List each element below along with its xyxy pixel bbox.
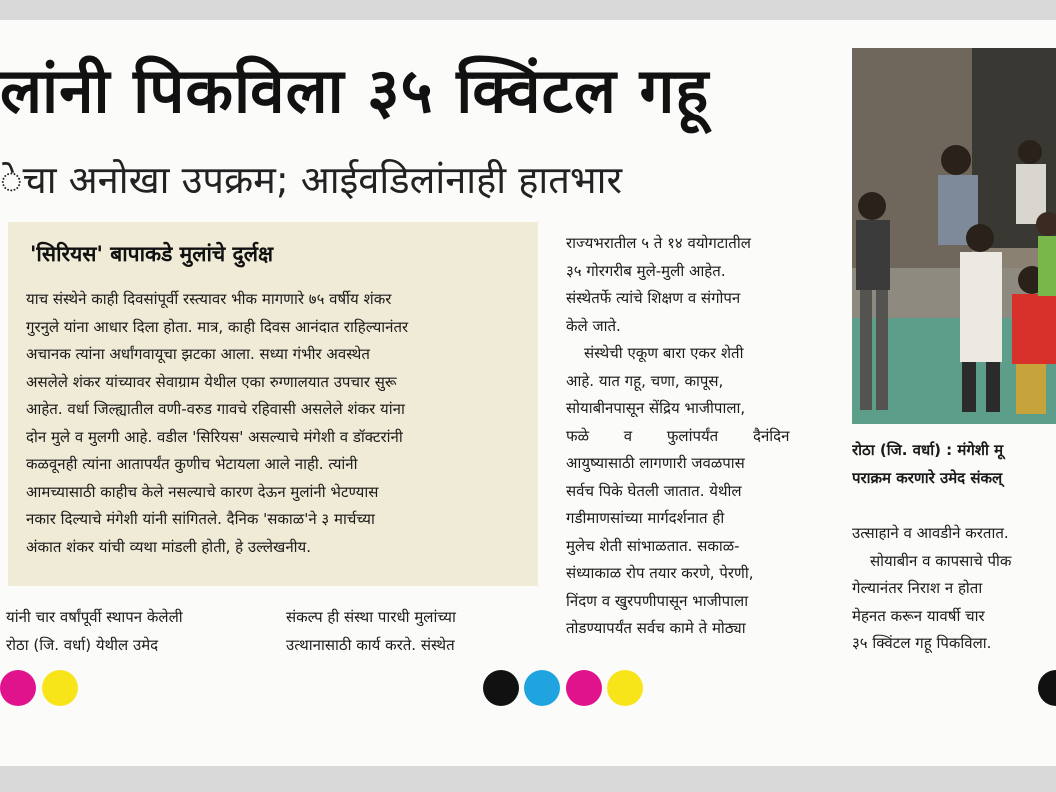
text-line: निंदण व खुरपणीपासून भाजीपाला	[566, 591, 749, 610]
text-line: ३५ क्विंटल गहू पिकविला.	[852, 634, 992, 652]
text-line: नकार दिल्याचे मंगेशी यांनी सांगितले. दैनिक 'सकाळ'ने ३ मार्चच्या	[26, 510, 375, 528]
headline: लांनी पिकविला ३५ क्विंटल गहू	[0, 54, 710, 127]
text-line: उत्थानासाठी कार्य करते. संस्थेत	[286, 635, 455, 654]
text-line: याच संस्थेने काही दिवसांपूर्वी रस्त्यावर भीक मागणारे ७५ वर्षीय शंकर	[26, 290, 392, 308]
registration-dot-magenta	[566, 670, 602, 706]
text-line: संध्याकाळ रोप तयार करणे, पेरणी,	[566, 564, 754, 582]
text-line: मेहनत करून यावर्षी चार	[852, 606, 985, 625]
sidebar-story-body	[26, 286, 526, 561]
text-line: कळवूनही त्यांना आतापर्यंत कुणीच भेटायला आले नाही. त्यांनी	[26, 455, 358, 473]
text-line: आमच्यासाठी काहीच केले नसल्याचे कारण देऊन मुलांनी भेटण्यास	[26, 482, 379, 501]
text-line: दोन मुले व मुलगी आहे. वडील 'सिरियस' असल्याचे मंगेशी व डॉक्टरांनी	[26, 427, 403, 446]
text-line: संस्थेची एकूण बारा एकर शेती	[584, 344, 744, 362]
text-line: सोयाबीन व कापसाचे पीक	[870, 551, 1012, 570]
text-line: सर्वच पिके घेतली जातात. येथील	[566, 481, 742, 500]
text-line: ३५ गोरगरीब मुले-मुली आहेत.	[566, 261, 726, 280]
bottom-frame-border	[0, 766, 1056, 792]
photo-caption	[852, 436, 1056, 492]
registration-dot-cyan	[524, 670, 560, 706]
text-line: रोठा (जि. वर्धा) येथील उमेद	[6, 635, 159, 654]
text-line: अचानक त्यांना अर्धांगवायूचा झटका आला. सध्या गंभीर अवस्थेत	[26, 345, 370, 363]
text-line: गडीमाणसांच्या मार्गदर्शनात ही	[566, 509, 725, 527]
sidebar-story-title: 'सिरियस' बापाकडे मुलांचे दुर्लक्ष	[30, 242, 274, 266]
news-photo	[852, 48, 1056, 424]
text-line: यांनी चार वर्षांपूर्वी स्थापन केलेली	[6, 608, 183, 626]
text-line: आहेत. वर्धा जिल्ह्यातील वणी-वरुड गावचे रहिवासी असलेले शंकर यांना	[26, 400, 405, 418]
text-line: उत्साहाने व आवडीने करतात.	[852, 524, 1009, 542]
text-line: असलेले शंकर यांच्यावर सेवाग्राम येथील एका रुग्णालयात उपचार सुरू	[26, 372, 397, 391]
text-line: आयुष्यासाठी लागणारी जवळपास	[566, 454, 745, 472]
registration-dot-yellow	[42, 670, 78, 706]
article-column-3	[566, 230, 824, 643]
article-column-2	[286, 604, 538, 659]
caption-line: रोठा (जि. वर्धा) : मंगेशी मू	[852, 441, 1004, 459]
text-line: केले जाते.	[566, 316, 621, 335]
subheadline: ेचा अनोखा उपक्रम; आईवडिलांनाही हातभार	[0, 158, 623, 202]
text-line: आहे. यात गहू, चणा, कापूस,	[566, 371, 724, 390]
article-column-1	[6, 604, 266, 659]
text-line: मुलेच शेती सांभाळतात. सकाळ-	[566, 536, 740, 555]
text-line: संकल्प ही संस्था पारधी मुलांच्या	[286, 608, 456, 626]
text-line: तोडण्यापर्यंत सर्वच कामे ते मोठ्या	[566, 619, 746, 637]
top-frame-border	[0, 0, 1056, 20]
text-line: अंकात शंकर यांची व्यथा मांडली होती, हे उल्लेखनीय.	[26, 537, 311, 556]
article-column-4	[852, 520, 1056, 658]
text-line: राज्यभरातील ५ ते १४ वयोगटातील	[566, 234, 751, 252]
caption-line: पराक्रम करणारे उमेद संकल्	[852, 469, 1003, 487]
text-line: सोयाबीनपासून सेंद्रिय भाजीपाला,	[566, 399, 746, 417]
registration-dot-magenta	[0, 670, 36, 706]
news-photo-illustration	[852, 48, 1056, 424]
registration-dot-yellow	[607, 670, 643, 706]
text-line: संस्थेतर्फे त्यांचे शिक्षण व संगोपन	[566, 289, 741, 307]
text-line: फळे व फुलांपर्यंत दैनंदिन	[566, 426, 790, 445]
text-line: गुरनुले यांना आधार दिला होता. मात्र, काही दिवस आनंदात राहिल्यानंतर	[26, 317, 409, 336]
sidebar-story-box	[8, 222, 538, 586]
text-line: गेल्यानंतर निराश न होता	[852, 579, 983, 597]
registration-dot-black	[483, 670, 519, 706]
